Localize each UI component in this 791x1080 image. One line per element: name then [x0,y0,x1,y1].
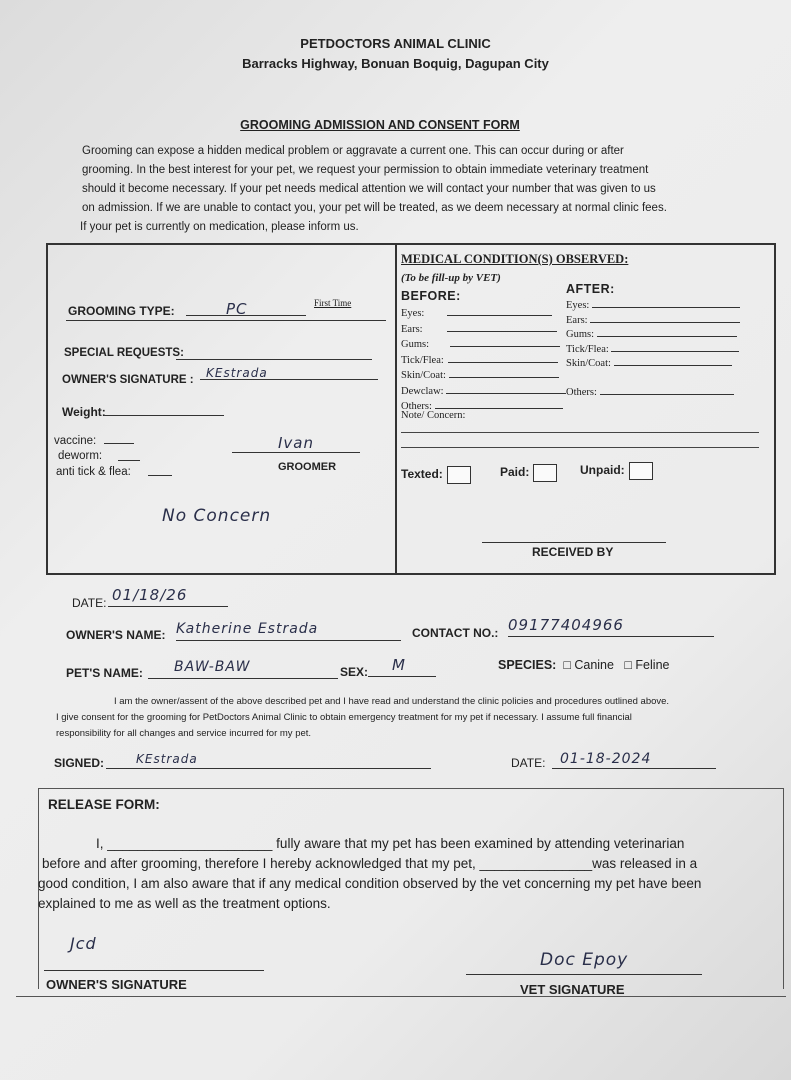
signed-label: SIGNED: [54,756,105,770]
intro-line: on admission. If we are unable to contact you, your pet will be treated, as we deem necessary at normal clinic fees. [82,202,667,214]
first-time-label: First Time [314,298,352,308]
vaccine-label: vaccine: [54,435,97,447]
pet-name-label: PET'S NAME: [66,666,143,680]
field-label: Tick/Flea: [401,354,444,366]
weight-label: Weight: [62,405,106,419]
species-feline-checkbox[interactable]: □ Feline [617,658,670,672]
note-line[interactable] [401,432,759,433]
groomer-value: Ivan [278,434,314,452]
pet-name-value: BAW-BAW [174,659,251,675]
deworm-field[interactable] [118,450,140,461]
release-title: RELEASE FORM: [48,797,160,812]
before-fields [401,306,566,415]
bottom-rule [16,996,786,997]
consent-line: I am the owner/assent of the above described pet and I have read and understand the clinic policies and procedures outlined above. [114,696,670,707]
owner-signature-drawing: Jcd [70,934,97,953]
groomer-field[interactable] [232,434,360,453]
before-eyes[interactable] [401,306,566,322]
species-canine-checkbox[interactable]: □ Canine [559,658,614,672]
intro-line: grooming. In the best interest for your pet, we request your permission to obtain immediate veterinary treatment [82,164,649,176]
signed-value: KEstrada [136,752,198,766]
paid-checkbox[interactable] [500,464,557,482]
consent-line: I give consent for the grooming for PetDoctors Animal Clinic to obtain emergency treatment for my pet if necessary. I assume full financial [56,712,632,723]
owner-sig-line[interactable] [44,970,264,971]
intro-text [82,142,702,237]
field-label: Others: [401,401,432,412]
before-ears[interactable] [401,322,566,338]
note-line[interactable] [401,447,759,448]
sex-field[interactable] [368,656,436,677]
grooming-type-label: GROOMING TYPE: [68,304,175,318]
date-value: 01/18/26 [112,586,188,604]
contact-field[interactable] [508,616,714,637]
canine-label: Canine [574,658,614,672]
contact-value: 09177404966 [508,616,624,634]
owner-sig-label: OWNER'S SIGNATURE [46,977,187,992]
special-requests-field[interactable] [176,347,372,360]
after-skin-coat[interactable] [566,357,740,372]
owner-name-field[interactable] [176,620,401,641]
unpaid-label: Unpaid: [580,463,625,478]
consent-line: responsibility for all changes and service incurred for my pet. [56,728,312,739]
before-label: BEFORE: [401,289,461,303]
feline-label: Feline [635,658,670,672]
texted-checkbox[interactable] [401,466,471,484]
signed-date-label: DATE: [511,756,546,770]
sex-value: M [392,656,406,674]
date-label: DATE: [72,596,107,610]
paid-label: Paid: [500,465,530,480]
groomer-label: GROOMER [278,461,337,473]
texted-label: Texted: [401,467,443,482]
clinic-name: PETDOCTORS ANIMAL CLINIC [300,36,491,51]
vet-signature-value: Doc Epoy [540,950,629,970]
release-line: explained to me as well as the treatment options. [38,896,331,911]
intro-line: Grooming can expose a hidden medical problem or aggravate a current one. This can occur during or after [82,145,624,157]
vet-sig-line[interactable] [466,974,702,975]
unpaid-checkbox[interactable] [580,462,653,480]
field-label: Dewclaw: [401,385,444,397]
received-by-label: RECEIVED BY [532,545,614,559]
after-fields [566,299,740,400]
owner-signature-field[interactable] [200,364,378,380]
pet-name-field[interactable] [148,658,338,679]
release-text [38,834,788,914]
grooming-type-field[interactable] [186,300,306,316]
consent-text [56,694,746,742]
after-gums[interactable] [566,328,740,343]
after-tick-flea[interactable] [566,343,740,358]
field-label: Others: [566,386,597,398]
before-dewclaw[interactable] [401,384,566,400]
note-label: Note/ Concern: [401,410,466,421]
field-label: Tick/Flea: [566,343,609,355]
before-gums[interactable] [401,337,566,353]
special-requests-label: SPECIAL REQUESTS: [64,347,184,359]
sex-label: SEX: [340,665,369,679]
medical-title: MEDICAL CONDITION(S) OBSERVED: [401,252,629,266]
vaccine-field[interactable] [104,433,134,444]
field-label: Ears: [401,323,423,335]
intro-line: should it become necessary. If your pet needs medical attention we will contact your number that was given to us [82,183,656,195]
deworm-label: deworm: [58,450,103,462]
owner-name-label: OWNER'S NAME: [66,628,166,642]
owner-signature-label: OWNER'S SIGNATURE : [62,374,194,386]
field-label: Skin/Coat: [566,358,611,369]
field-label: Eyes: [401,308,425,319]
before-skin-coat[interactable] [401,368,566,384]
release-line: I, ______________________ fully aware that my pet has been examined by attending veterinarian [96,836,685,851]
medical-subtitle: (To be fill-up by VET) [401,272,501,284]
field-label: Skin/Coat: [401,370,446,381]
after-ears[interactable] [566,314,740,329]
after-label: AFTER: [566,282,615,296]
anti-tick-label: anti tick & flea: [56,466,131,478]
contact-label: CONTACT NO.: [412,626,499,640]
vet-sig-label: VET SIGNATURE [520,982,625,997]
release-line: good condition, I am also aware that if any medical condition observed by the vet concerning my pet have been [38,876,702,891]
after-others[interactable] [566,386,740,401]
owner-signature-value: KEstrada [206,366,268,380]
form-title: GROOMING ADMISSION AND CONSENT FORM [240,118,520,132]
date-field[interactable] [108,586,228,607]
signed-date-value: 01-18-2024 [560,751,652,767]
signed-date-field[interactable] [552,750,716,769]
intro-line: If your pet is currently on medication, please inform us. [80,221,359,233]
owner-name-value: Katherine Estrada [176,621,319,637]
before-tick-flea[interactable] [401,353,566,369]
field-label: Eyes: [566,300,590,311]
release-line: before and after grooming, therefore I hereby acknowledged that my pet, _______________was released in a [42,856,698,871]
clinic-address: Barracks Highway, Bonuan Boquig, Dagupan City [242,56,549,71]
note-handwritten: No Concern [162,506,272,526]
after-eyes[interactable] [566,299,740,314]
divider [66,320,386,321]
field-label: Gums: [401,339,430,350]
species-label: SPECIES: [498,658,557,672]
signed-field[interactable] [106,750,431,769]
grooming-type-value: PC [226,300,248,318]
anti-tick-field[interactable] [148,465,172,476]
box-divider [395,243,397,573]
species-field [498,658,669,672]
received-by-line[interactable] [482,542,666,543]
weight-field[interactable] [104,403,224,416]
field-label: Ears: [566,314,588,326]
field-label: Gums: [566,329,595,340]
